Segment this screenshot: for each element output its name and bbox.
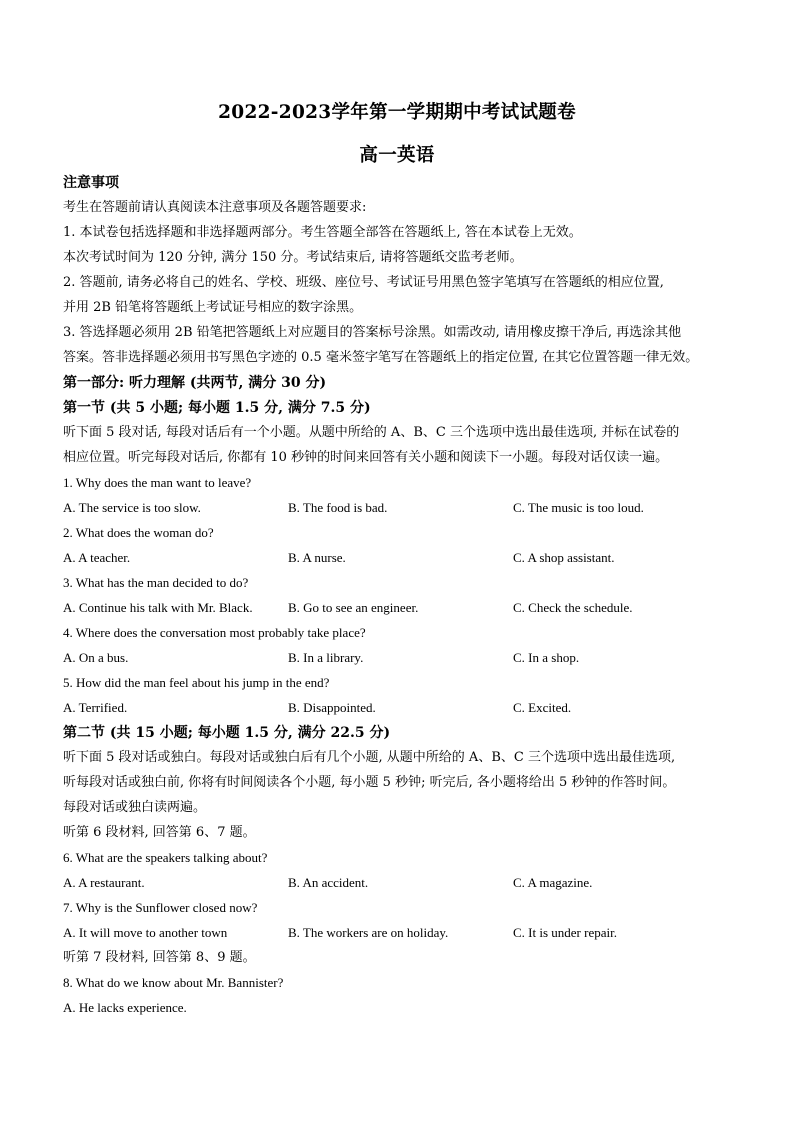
notes-line: 本次考试时间为 120 分钟, 满分 150 分。考试结束后, 请将答题纸交监考老师。 (63, 250, 523, 265)
material-6-note: 听第 6 段材料, 回答第 6、7 题。 (63, 825, 256, 840)
option-a: A. He lacks experience. (63, 1000, 187, 1015)
notes-line: 考生在答题前请认真阅读本注意事项及各题答题要求: (63, 200, 367, 215)
option-c: C. It is under repair. (513, 925, 617, 940)
option-a: A. The service is too slow. (63, 500, 201, 515)
exam-subject: 高一英语 (359, 145, 435, 166)
option-b: B. In a library. (288, 650, 364, 665)
option-a: A. A restaurant. (63, 875, 145, 890)
question-8: 8. What do we know about Mr. Bannister? (63, 975, 284, 990)
question-4: 4. Where does the conversation most probably take place? (63, 625, 366, 640)
notes-line: 1. 本试卷包括选择题和非选择题两部分。考生答题全部答在答题纸上, 答在本试卷上无效。 (63, 225, 582, 240)
notes-line: 3. 答选择题必须用 2B 铅笔把答题纸上对应题目的答案标号涂黑。如需改动, 请用橡皮擦干净后, 再选涂其他 (63, 325, 682, 340)
question-6: 6. What are the speakers talking about? (63, 850, 268, 865)
part1-heading: 第一部分: 听力理解 (共两节, 满分 30 分) (63, 375, 327, 391)
option-a: A. Terrified. (63, 700, 128, 715)
section1-instruction: 相应位置。听完每段对话后, 你都有 10 秒钟的时间来回答有关小题和阅读下一小题。每段对话仅读一遍。 (63, 450, 669, 465)
notes-heading: 注意事项 (63, 175, 119, 191)
section2-instruction: 听下面 5 段对话或独白。每段对话或独白后有几个小题, 从题中所给的 A、B、C 三个选项中选出最佳选项, (63, 750, 676, 765)
section2-instruction: 听每段对话或独白前, 你将有时间阅读各个小题, 每小题 5 秒钟; 听完后, 各小题将给出 5 秒钟的作答时间。 (63, 775, 676, 790)
question-2: 2. What does the woman do? (63, 525, 214, 540)
notes-line: 2. 答题前, 请务必将自己的姓名、学校、班级、座位号、考试证号用黑色签字笔填写在答题纸的相应位置, (63, 275, 664, 290)
option-b: B. Go to see an engineer. (288, 600, 419, 615)
option-c: C. Check the schedule. (513, 600, 633, 615)
option-a: A. A teacher. (63, 550, 131, 565)
section2-heading: 第二节 (共 15 小题; 每小题 1.5 分, 满分 22.5 分) (63, 725, 391, 741)
section1-instruction: 听下面 5 段对话, 每段对话后有一个小题。从题中所给的 A、B、C 三个选项中选出最佳选项, 并标在试卷的 (63, 425, 680, 440)
exam-title: 2022-2023学年第一学期期中考试试题卷 (218, 102, 576, 123)
option-b: B. The workers are on holiday. (288, 925, 449, 940)
option-a: A. On a bus. (63, 650, 129, 665)
question-3: 3. What has the man decided to do? (63, 575, 249, 590)
option-b: B. The food is bad. (288, 500, 388, 515)
option-c: C. The music is too loud. (513, 500, 644, 515)
option-c: C. A shop assistant. (513, 550, 615, 565)
option-c: C. Excited. (513, 700, 572, 715)
option-c: C. In a shop. (513, 650, 580, 665)
material-7-note: 听第 7 段材料, 回答第 8、9 题。 (63, 950, 256, 965)
question-7: 7. Why is the Sunflower closed now? (63, 900, 258, 915)
question-1: 1. Why does the man want to leave? (63, 475, 252, 490)
option-c: C. A magazine. (513, 875, 593, 890)
question-5: 5. How did the man feel about his jump in the end? (63, 675, 330, 690)
option-b: B. Disappointed. (288, 700, 376, 715)
section2-instruction: 每段对话或独白读两遍。 (63, 800, 207, 815)
option-a: A. Continue his talk with Mr. Black. (63, 600, 253, 615)
notes-line: 答案。答非选择题必须用书写黑色字迹的 0.5 毫米签字笔写在答题纸上的指定位置, 在其它位置答题一律无效。 (63, 350, 699, 365)
option-a: A. It will move to another town (63, 925, 228, 940)
option-b: B. An accident. (288, 875, 369, 890)
notes-line: 并用 2B 铅笔将答题纸上考试证号相应的数字涂黑。 (63, 300, 363, 315)
section1-heading: 第一节 (共 5 小题; 每小题 1.5 分, 满分 7.5 分) (63, 400, 371, 416)
option-b: B. A nurse. (288, 550, 346, 565)
